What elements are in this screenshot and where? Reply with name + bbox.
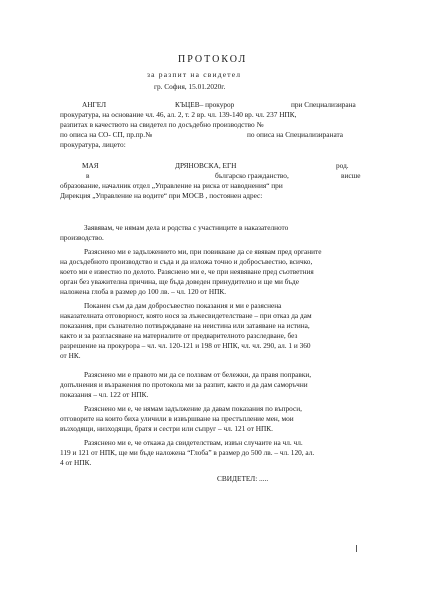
- paragraph-4-line-3: показания – чл. 122 от НПК.: [60, 390, 149, 399]
- witness-last-name-egn: ДРЯНОВСКА, ЕГН: [175, 161, 237, 170]
- paragraph-2-line-4: орган без уважителна причина, ще бъда доведен принудително и ще ми бъде: [60, 277, 299, 286]
- paragraph-3-line-1: Поканен съм да дам добросъвестно показания и ми е разяснена: [84, 301, 282, 310]
- prosecutor-last-name: КЪЦЕВ– прокурор: [175, 100, 235, 109]
- prosecutor-office-start: при Специализирана: [291, 100, 356, 109]
- prosecutor-first-name: АНГЕЛ: [82, 100, 107, 109]
- paragraph-3-line-2: наказателната отговорност, която нося за лъжесвидетелстване – при отказ да дам: [60, 311, 312, 320]
- intro-line-3: разпитах в качеството на свидетел по досъдебно производство №: [60, 120, 264, 129]
- paragraph-2-line-1: Разяснено ми е задължението ми, при повикване да се явявам пред органите: [84, 247, 322, 256]
- document-title: ПРОТОКОЛ: [178, 54, 248, 65]
- paragraph-4-line-1: Разяснено ми е правото ми да се ползвам от бележки, да правя поправки,: [84, 370, 312, 379]
- paragraph-6-line-3: 4 от НПК.: [60, 458, 92, 467]
- intro-line-5: прокуратура, лицето:: [60, 140, 126, 149]
- witness-education-start: висше: [341, 171, 361, 180]
- scan-mark: [356, 545, 357, 552]
- paragraph-5-line-2: отговорите на които биха уличили в извършване на престъпление мен, мои: [60, 414, 294, 423]
- paragraph-4-line-2: допълнения и възражения по протокола ми за разпит, както и да дам саморъчни: [60, 380, 308, 389]
- paragraph-6-line-1: Разяснено ми е, че откажа да свидетелствам, извън случаите на чл. чл.: [84, 438, 303, 447]
- paragraph-6-line-2: 119 и 121 от НПК, ще ми бъде наложена “Глоба” в размер до 500 лв. – чл. 120, ал.: [60, 448, 315, 457]
- paragraph-5-line-3: възходящи, низходящи, братя и сестри или съпруг – чл. 121 от НПК.: [60, 424, 273, 433]
- paragraph-2-line-2: на досъдебното производство и съда и да изложа точно и добросъвестно, всичко,: [60, 257, 313, 266]
- witness-signature-line: СВИДЕТЕЛ: .....: [217, 474, 269, 483]
- paragraph-2-line-3: което ми е известно по делото. Разяснено ми е, че при неявяване пред съответния: [60, 267, 314, 276]
- place-date: гр. София, 15.01.2020г.: [154, 82, 226, 91]
- witness-line-4: Дирекция „Управление на водите“ при МОСВ , постоянен адрес:: [60, 191, 263, 200]
- paragraph-3-line-3: показания, при съзнателно потвърждаване на неистина или затаяване на истина,: [60, 321, 310, 330]
- intro-line-4a: по описа на СО- СП, пр.пр.№: [60, 130, 153, 139]
- intro-line-2: прокуратура, на основание чл. 46, ал. 2, т. 2 вр. чл. 139-140 вр. чл. 237 НПК,: [60, 110, 297, 119]
- paragraph-5-line-1: Разяснено ми е, че нямам задължение да давам показания по въпроси,: [84, 404, 302, 413]
- paragraph-2-line-5: наложена глоба в размер до 100 лв. – чл. 120 от НПК.: [60, 287, 227, 296]
- witness-citizenship: българско гражданство,: [215, 171, 289, 180]
- witness-birthplace-prefix: в: [86, 171, 90, 180]
- witness-first-name: МАЯ: [82, 161, 99, 170]
- witness-born-label: род.: [336, 161, 349, 170]
- paragraph-1-line-2: производство.: [60, 233, 104, 242]
- paragraph-3-line-4: както и за разгласяване на материалите от предварителното разследване, без: [60, 331, 298, 340]
- paragraph-3-line-6: от НК.: [60, 351, 81, 360]
- witness-line-3: образование, началник отдел „Управление на риска от наводнения“ при: [60, 181, 283, 190]
- paragraph-1-line-1: Заявявам, че нямам дела и родства с участниците в наказателното: [84, 223, 289, 232]
- paragraph-3-line-5: разрешение на прокурора – чл. чл. 120-121 и 198 от НПК, чл. чл. 290, ал. 1 и 360: [60, 341, 311, 350]
- document-subtitle: за разпит на свидетел: [147, 70, 242, 79]
- intro-line-4b: по описа на Специализираната: [247, 130, 344, 139]
